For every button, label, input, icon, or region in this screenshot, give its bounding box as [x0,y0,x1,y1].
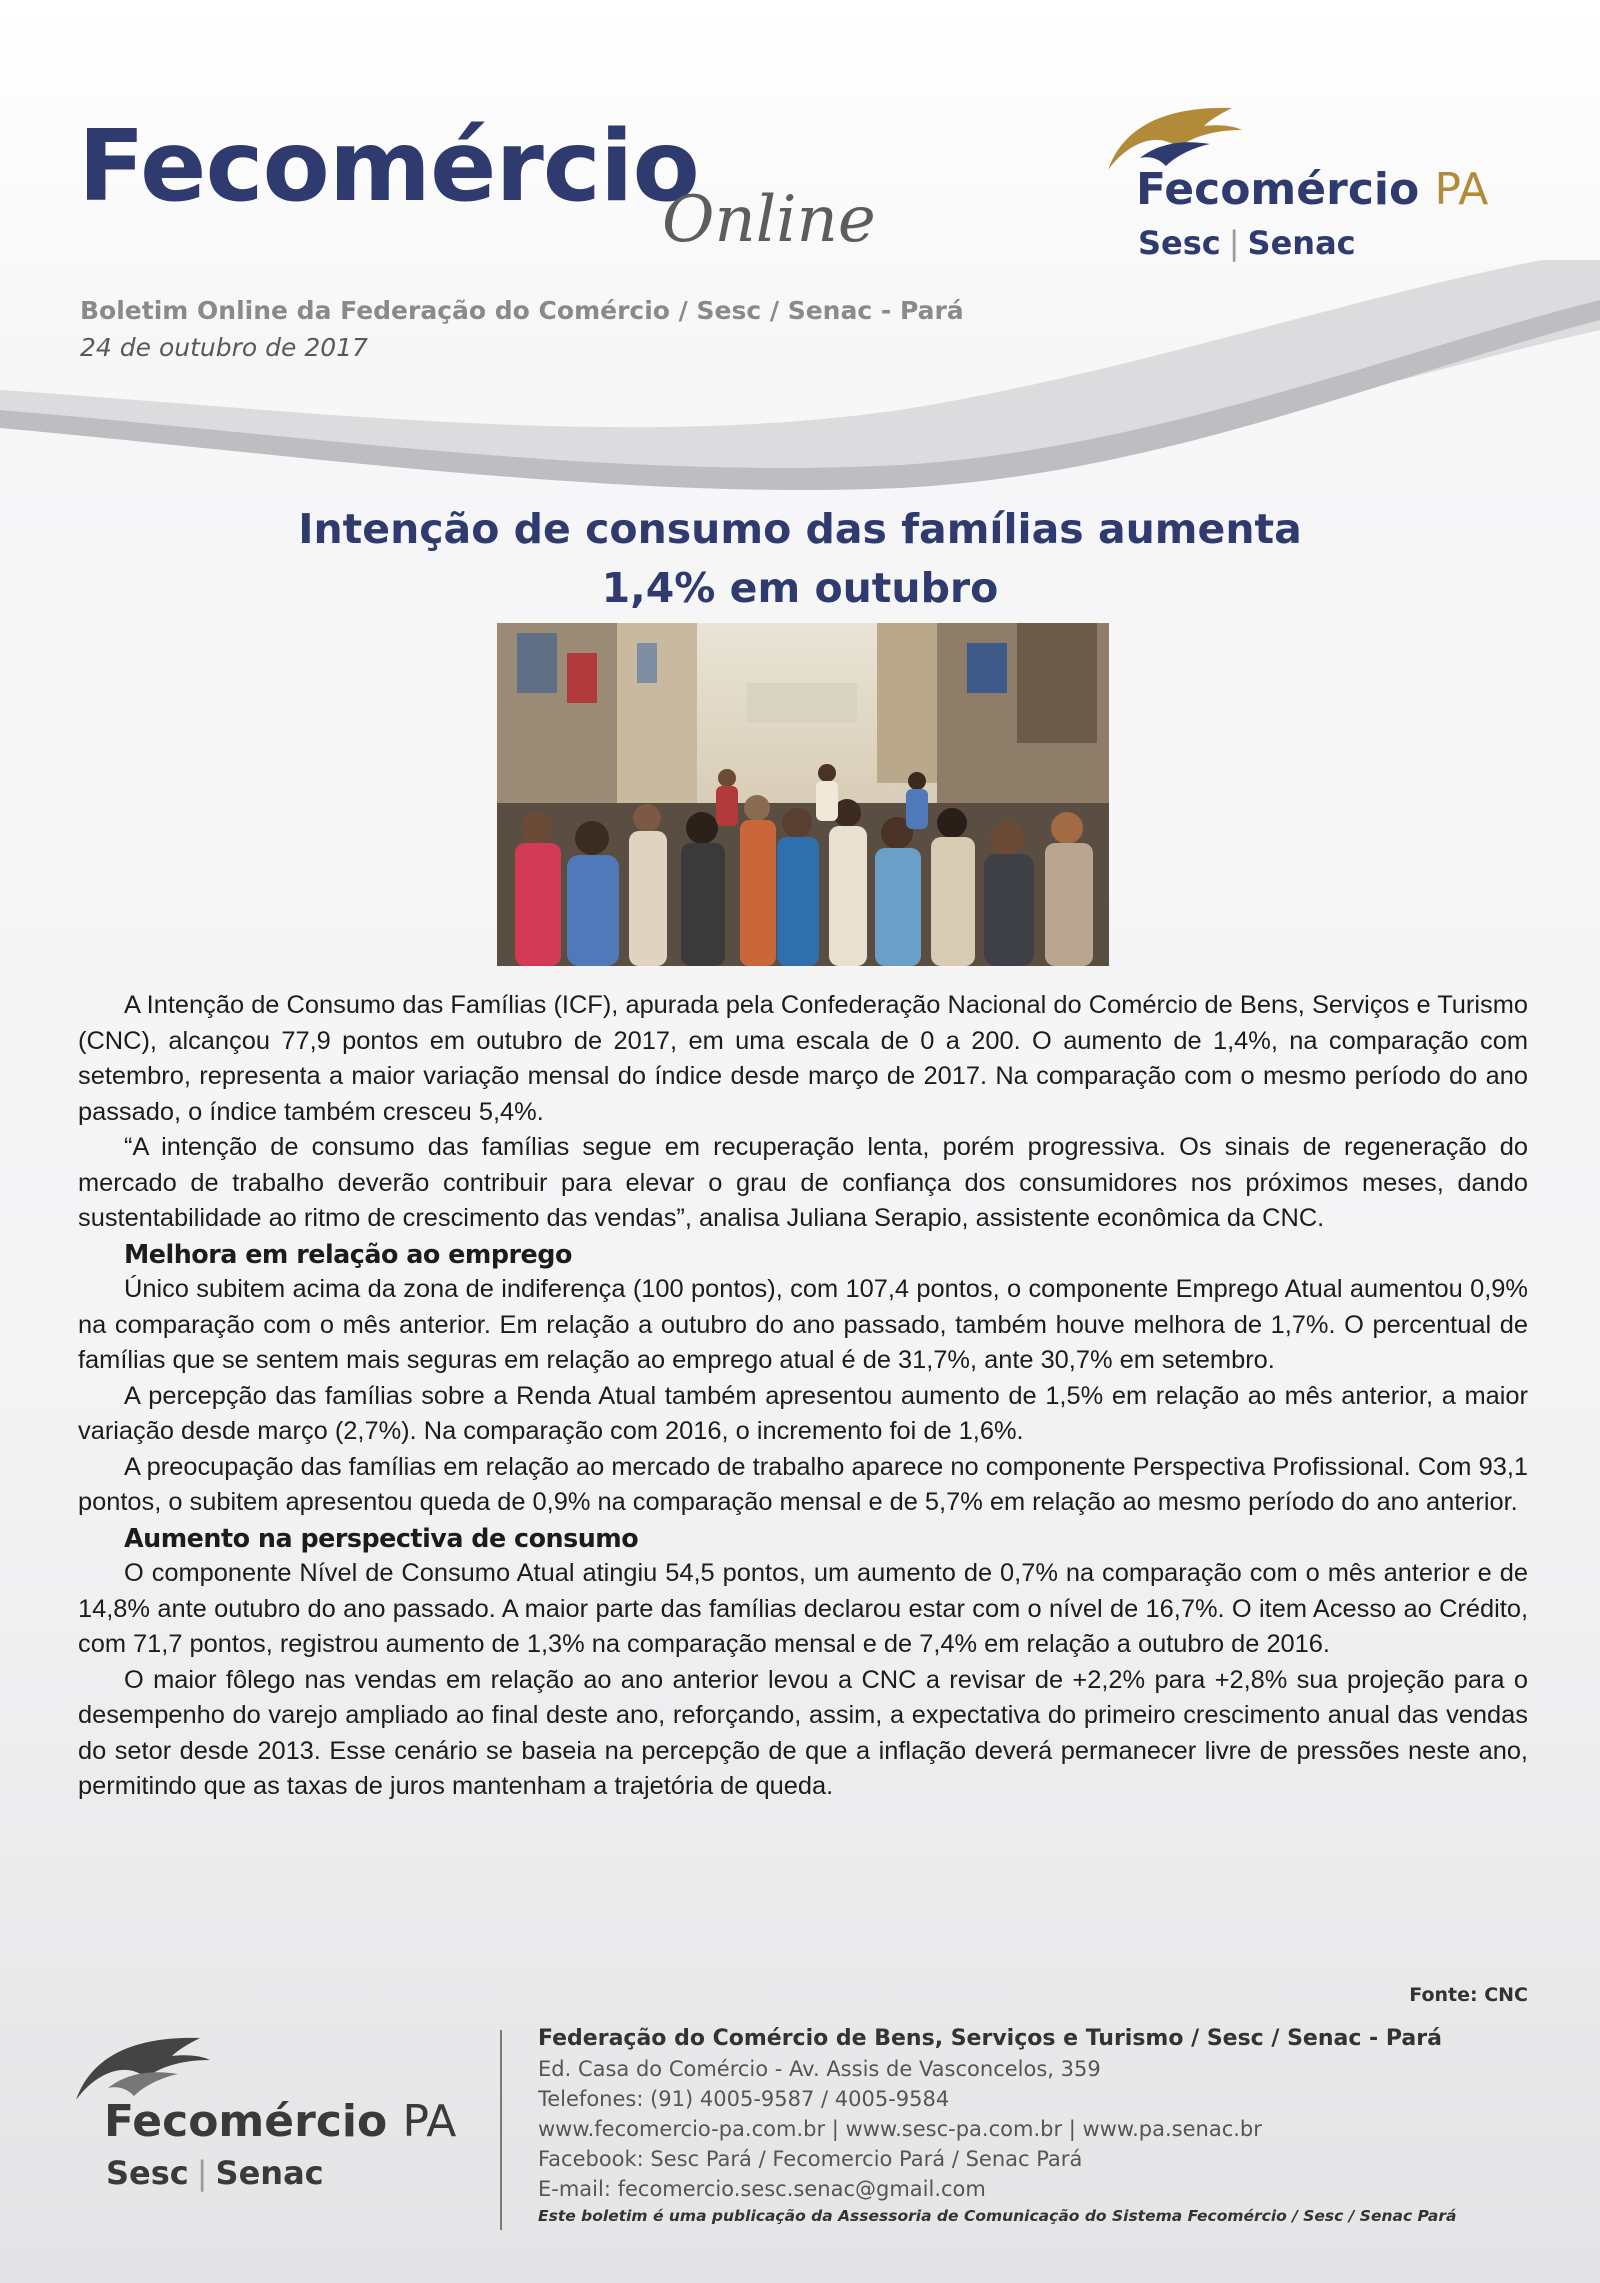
footer-websites[interactable]: www.fecomercio-pa.com.br | www.sesc-pa.com.br | www.pa.senac.br [538,2117,1262,2141]
article-paragraph: A percepção das famílias sobre a Renda Atual também apresentou aumento de 1,5% em relação ao mês anterior, a maior variação desde março (2,7%). Na comparação com 2016, o incremento foi de 1,6%. [78,1381,1528,1445]
footer-fecomercio-pa-logo [68,2030,488,2200]
logo-subbrand: Sesc | Senac [106,2154,324,2192]
footer-address: Ed. Casa do Comércio - Av. Assis de Vasconcelos, 359 [538,2057,1101,2081]
article-headline-line1: Intenção de consumo das famílias aumenta [298,505,1302,553]
footer-email[interactable]: E-mail: fecomercio.sesc.senac@gmail.com [538,2177,986,2201]
article-paragraph: O componente Nível de Consumo Atual atingiu 54,5 pontos, um aumento de 0,7% na comparação com o mês anterior e de 14,8% ante outubro do ano passado. A maior parte das famílias declarou estar com o nível de 16,7%. O item Acesso ao Crédito, com 71,7 pontos, registrou aumento de 1,3% na comparação mensal e de 7,4% em relação a outubro de 2016. [78,1559,1528,1658]
logo-brand: Fecomércio PA [104,2096,457,2147]
fecomercio-pa-logo [1100,100,1520,270]
publication-date: 24 de outubro de 2017 [80,333,368,362]
article-paragraph: A preocupação das famílias em relação ao mercado de trabalho aparece no componente Perspectiva Profissional. Com 93,1 pontos, o subitem apresentou queda de 0,9% na comparação mensal e de 5,7% em relação ao mesmo período do ano anterior. [78,1452,1528,1516]
masthead-title: Fecomércio [78,110,699,224]
article-paragraph: O maior fôlego nas vendas em relação ao ano anterior levou a CNC a revisar de +2,2% para +2,8% sua projeção para o desempenho do varejo ampliado ao final deste ano, reforçando, assim, a expectativa do primeiro crescimento anual das vendas do setor desde 2013. Esse cenário se baseia na percepção de que a inflação deverá permanecer livre de pressões neste ano, permitindo que as taxas de juros mantenham a trajetória de queda. [78,1665,1528,1800]
article-body [78,988,1528,1805]
footer-publication-note: Este boletim é uma publicação da Assessoria de Comunicação do Sistema Fecomércio / Sesc / Senac Pará [538,2207,1457,2225]
logo-subbrand: Sesc | Senac [1138,224,1356,262]
masthead-subtitle: Boletim Online da Federação do Comércio / Sesc / Senac - Pará [80,296,964,325]
section-heading-emprego: Melhora em relação ao emprego [124,1238,572,1269]
source-credit: Fonte: CNC [1409,1984,1528,2006]
article-paragraph: “A intenção de consumo das famílias segue em recuperação lenta, porém progressiva. Os sinais de regeneração do mercado de trabalho deverão contribuir para elevar o grau de confiança dos consumidores nos próximos meses, dando sustentabilidade ao ritmo de crescimento das vendas”, analisa Juliana Serapio, assistente econômica da CNC. [78,1133,1528,1232]
masthead-script-title: Online [662,183,876,257]
footer-divider [500,2030,502,2230]
article-paragraph: Único subitem acima da zona de indiferença (100 pontos), com 107,4 pontos, o componente Emprego Atual aumentou 0,9% na comparação com o mês anterior. Em relação a outubro do ano passado, também houve melhora de 1,7%. O percentual de famílias que se sentem mais seguras em relação ao emprego atual é de 31,7%, ante 30,7% em setembro. [78,1275,1528,1374]
section-heading-consumo: Aumento na perspectiva de consumo [124,1522,639,1553]
footer-phones: Telefones: (91) 4005-9587 / 4005-9584 [538,2087,950,2111]
footer-contact-info [538,2024,1538,2228]
article-headline-line2: 1,4% em outubro [601,564,999,612]
footer-facebook: Facebook: Sesc Pará / Fecomercio Pará / Senac Pará [538,2147,1083,2171]
logo-brand: Fecomércio PA [1136,164,1489,215]
crowd-street-photo [497,623,1109,966]
article-paragraph: A Intenção de Consumo das Famílias (ICF), apurada pela Confederação Nacional do Comércio de Bens, Serviços e Turismo (CNC), alcançou 77,9 pontos em outubro de 2017, em uma escala de 0 a 200. O aumento de 1,4%, na comparação com setembro, representa a maior variação mensal do índice desde março de 2017. Na comparação com o mesmo período do ano passado, o índice também cresceu 5,4%. [78,991,1528,1126]
footer-org-name: Federação do Comércio de Bens, Serviços e Turismo / Sesc / Senac - Pará [538,2026,1442,2051]
